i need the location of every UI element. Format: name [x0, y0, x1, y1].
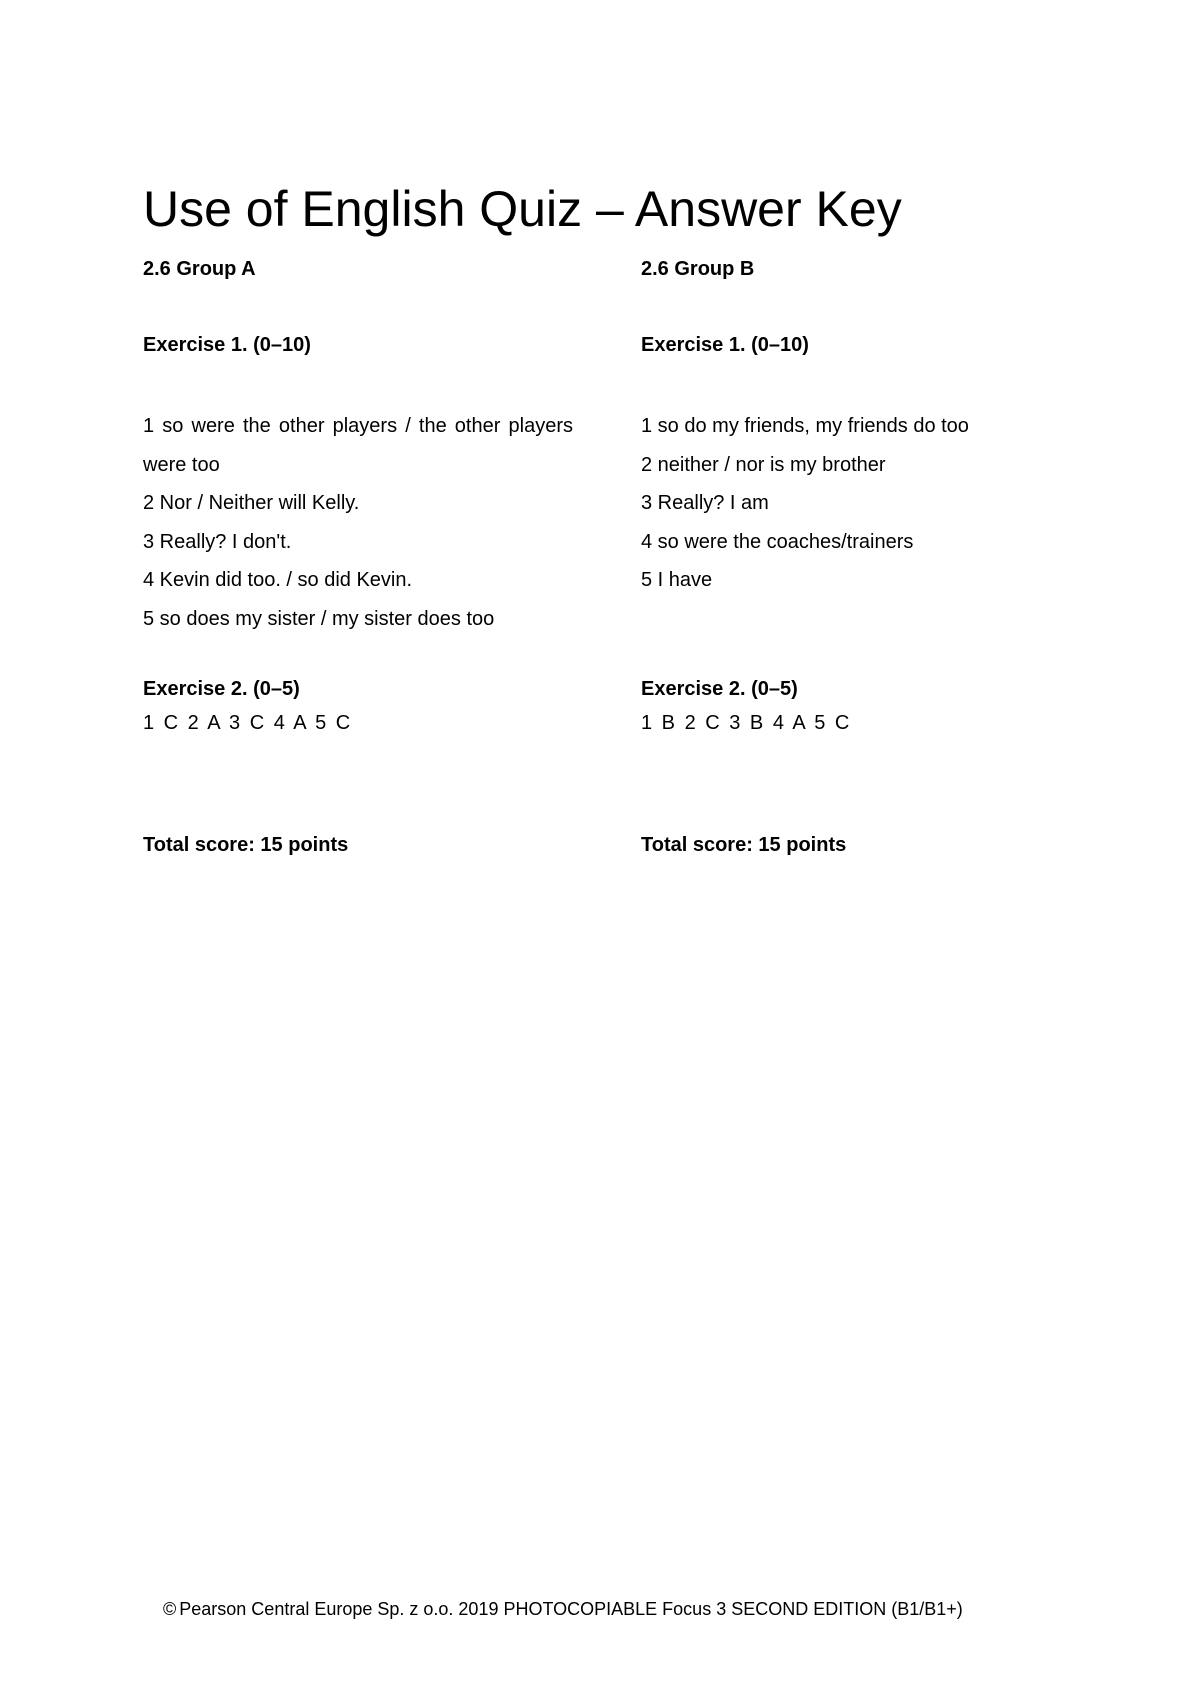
group-b-exercise1-heading: Exercise 1. (0–10): [641, 334, 809, 356]
group-a-exercise2-answers: 1 C 2 A 3 C 4 A 5 C: [143, 712, 353, 734]
group-a-exercise1-heading: Exercise 1. (0–10): [143, 334, 311, 356]
page-title: Use of English Quiz – Answer Key: [143, 180, 902, 237]
group-b-column: [641, 254, 1071, 856]
group-a-column: [143, 254, 573, 856]
answer-item: 4 Kevin did too. / so did Kevin.: [143, 569, 413, 591]
answer-item: 2 Nor / Neither will Kelly.: [143, 492, 360, 514]
footer-text: Pearson Central Europe Sp. z o.o. 2019 PHOTOCOPIABLE Focus 3 SECOND EDITION (B1/B1+): [179, 1599, 963, 1619]
group-b-exercise2-heading: Exercise 2. (0–5): [641, 678, 798, 700]
footer: [163, 1596, 963, 1622]
answer-item: 1 so were the other players / the other players were too: [143, 415, 573, 476]
group-a-heading: 2.6 Group A: [143, 258, 256, 280]
answer-item: 1 so do my friends, my friends do too: [641, 415, 969, 437]
group-b-exercise1-answers: [641, 407, 1071, 600]
answer-item: 5 so does my sister / my sister does too: [143, 607, 495, 630]
group-b-heading: 2.6 Group B: [641, 258, 755, 280]
group-b-total-score: Total score: 15 points: [641, 834, 847, 856]
answer-item: 5 I have: [641, 569, 713, 591]
group-b-exercise2: [641, 674, 1071, 742]
answer-item: 2 neither / nor is my brother: [641, 453, 886, 476]
group-a-exercise1-answers: [143, 407, 573, 638]
answer-item: 3 Really? I don't.: [143, 530, 292, 553]
group-a-exercise2-heading: Exercise 2. (0–5): [143, 678, 300, 700]
group-b-exercise2-answers: 1 B 2 C 3 B 4 A 5 C: [641, 712, 852, 734]
answer-item: 4 so were the coaches/trainers: [641, 530, 914, 553]
copyright-icon: ©: [163, 1599, 177, 1619]
group-a-exercise2: [143, 674, 573, 742]
answer-item: 3 Really? I am: [641, 492, 769, 514]
group-a-total-score: Total score: 15 points: [143, 834, 349, 856]
